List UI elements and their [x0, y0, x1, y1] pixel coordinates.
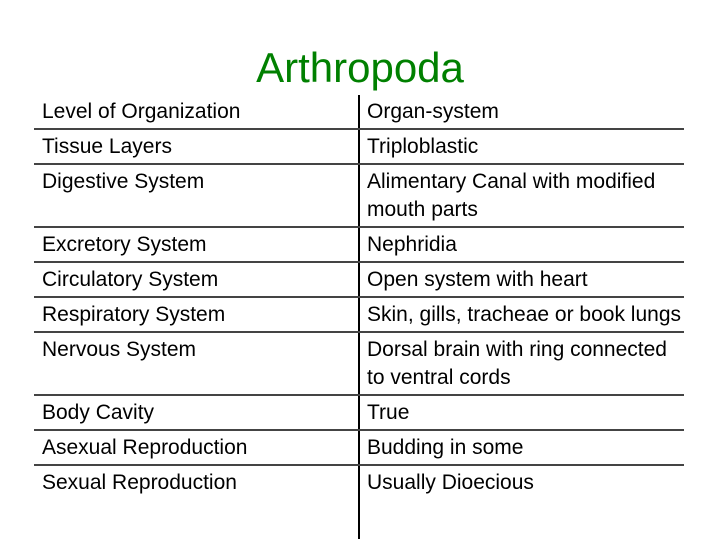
row-label: Level of Organization	[42, 100, 241, 123]
row-label: Digestive System	[42, 170, 205, 193]
row-value: Alimentary Canal with modified mouth parts	[367, 170, 656, 221]
row-value: Organ-system	[367, 100, 499, 123]
table-row	[34, 466, 684, 499]
table-row	[34, 95, 684, 130]
table-row	[34, 298, 684, 333]
row-value: Open system with heart	[367, 268, 588, 291]
table-row	[34, 130, 684, 165]
row-label: Excretory System	[42, 233, 207, 256]
table-row	[34, 228, 684, 263]
row-value: True	[367, 401, 410, 424]
table-row	[34, 396, 684, 431]
table-row	[34, 333, 684, 396]
slide-title: Arthropoda	[256, 44, 464, 91]
row-value: Nephridia	[367, 233, 457, 256]
row-label: Tissue Layers	[42, 135, 172, 158]
row-label: Circulatory System	[42, 268, 219, 291]
row-value: Dorsal brain with ring connected to ventral cords	[367, 338, 667, 389]
row-label: Asexual Reproduction	[42, 436, 248, 459]
row-label: Respiratory System	[42, 303, 226, 326]
row-value: Skin, gills, tracheae or book lungs	[367, 303, 682, 326]
row-value: Triploblastic	[367, 135, 479, 158]
table-row	[34, 165, 684, 228]
row-label: Body Cavity	[42, 401, 155, 424]
table-row	[34, 431, 684, 466]
row-label: Nervous System	[42, 338, 197, 361]
table-row	[34, 263, 684, 298]
row-value: Usually Dioecious	[367, 471, 534, 494]
row-value: Budding in some	[367, 436, 524, 459]
characteristics-table	[34, 95, 684, 499]
row-label: Sexual Reproduction	[42, 471, 237, 494]
